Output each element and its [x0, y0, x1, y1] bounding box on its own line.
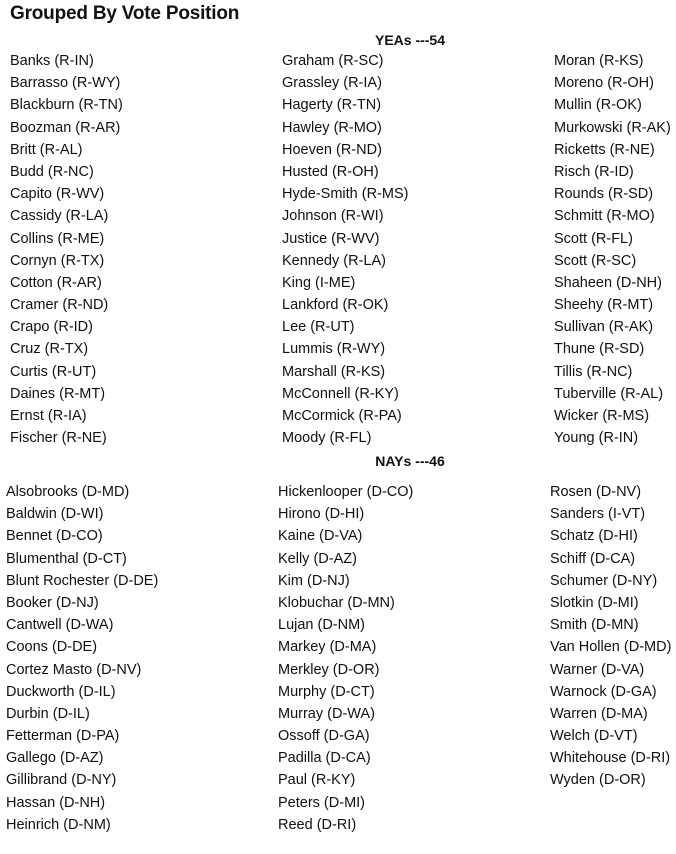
- yeas-column-2: [282, 50, 408, 449]
- senator-list-item: Blackburn (R-TN): [10, 97, 123, 114]
- senator-list-item: Van Hollen (D-MD): [550, 639, 672, 656]
- senator-list-item: Johnson (R-WI): [282, 208, 384, 225]
- senator-list-item: Cornyn (R-TX): [10, 252, 105, 269]
- senator-list-item: Hoeven (R-ND): [282, 141, 382, 158]
- nays-column-1: [6, 481, 158, 836]
- senator-list-item: Warnock (D-GA): [550, 683, 657, 700]
- senator-list-item: Murkowski (R-AK): [554, 119, 671, 136]
- senator-list-item: Sullivan (R-AK): [554, 319, 654, 336]
- senator-list-item: Scott (R-SC): [554, 252, 637, 269]
- senator-list-item: Kennedy (R-LA): [282, 252, 386, 269]
- senator-list-item: Coons (D-DE): [6, 639, 98, 656]
- senator-list-item: Paul (R-KY): [278, 772, 356, 789]
- senator-list-item: Britt (R-AL): [10, 141, 83, 158]
- senator-list-item: Mullin (R-OK): [554, 97, 642, 114]
- senator-list-item: Marshall (R-KS): [282, 363, 386, 380]
- senator-list-item: Sanders (I-VT): [550, 506, 646, 523]
- senator-list-item: Daines (R-MT): [10, 385, 106, 402]
- senator-list-item: Young (R-IN): [554, 430, 639, 447]
- senator-list-item: Collins (R-ME): [10, 230, 105, 247]
- senator-list-item: Gillibrand (D-NY): [6, 772, 117, 789]
- senator-list-item: Peters (D-MI): [278, 794, 365, 811]
- senator-list-item: Ricketts (R-NE): [554, 141, 655, 158]
- senator-list-item: Markey (D-MA): [278, 639, 377, 656]
- senator-list-item: Cantwell (D-WA): [6, 617, 114, 634]
- senator-list-item: Banks (R-IN): [10, 53, 94, 69]
- yeas-heading: YEAs ---54: [374, 32, 446, 48]
- senator-list-item: Hawley (R-MO): [282, 119, 382, 136]
- senator-list-item: Kaine (D-VA): [278, 528, 363, 545]
- senator-list-item: Budd (R-NC): [10, 163, 94, 180]
- senator-list-item: Kim (D-NJ): [278, 572, 350, 589]
- senator-list-item: Sheehy (R-MT): [554, 297, 654, 314]
- senator-list-item: Whitehouse (D-RI): [550, 750, 671, 767]
- senator-list-item: Ossoff (D-GA): [278, 728, 370, 745]
- senator-list-item: Fetterman (D-PA): [6, 728, 120, 745]
- senator-list-item: Klobuchar (D-MN): [278, 594, 395, 611]
- senator-list-item: Warren (D-MA): [550, 705, 648, 722]
- senator-list-item: Merkley (D-OR): [278, 661, 380, 678]
- senator-list-item: Graham (R-SC): [282, 53, 384, 69]
- senator-list-item: Murray (D-WA): [278, 705, 375, 722]
- senator-list-item: Alsobrooks (D-MD): [6, 484, 130, 500]
- senator-list-item: Blumenthal (D-CT): [6, 550, 127, 567]
- senator-list-item: Hagerty (R-TN): [282, 97, 382, 114]
- senator-list-item: Curtis (R-UT): [10, 363, 97, 380]
- senator-list-item: Shaheen (D-NH): [554, 274, 662, 291]
- nays-column-2: [278, 481, 413, 836]
- senator-list-item: McCormick (R-PA): [282, 408, 402, 424]
- yeas-column-1: [10, 50, 123, 449]
- senator-list-item: Schumer (D-NY): [550, 572, 658, 589]
- senator-list-item: Scott (R-FL): [554, 230, 633, 247]
- senator-list-item: Cassidy (R-LA): [10, 208, 109, 225]
- senator-list-item: Cotton (R-AR): [10, 274, 102, 291]
- senator-list-item: Cortez Masto (D-NV): [6, 661, 142, 678]
- senator-list-item: Slotkin (D-MI): [550, 594, 639, 611]
- senator-list-item: Heinrich (D-NM): [6, 816, 111, 833]
- senator-list-item: Schiff (D-CA): [550, 550, 636, 567]
- senator-list-item: Warner (D-VA): [550, 661, 645, 678]
- senator-list-item: Wicker (R-MS): [554, 408, 650, 424]
- senator-list-item: Thune (R-SD): [554, 341, 645, 358]
- senator-list-item: Booker (D-NJ): [6, 594, 99, 611]
- senator-list-item: Lankford (R-OK): [282, 297, 389, 314]
- senator-list-item: Rosen (D-NV): [550, 484, 642, 500]
- page-title: Grouped By Vote Position: [10, 3, 240, 24]
- senator-list-item: Durbin (D-IL): [6, 705, 90, 722]
- senator-list-item: Fischer (R-NE): [10, 430, 107, 447]
- nays-column-3: [550, 481, 671, 792]
- senator-list-item: Tillis (R-NC): [554, 363, 633, 380]
- nays-heading: NAYs ---46: [375, 453, 445, 469]
- senator-list-item: Justice (R-WV): [282, 230, 380, 247]
- senator-list-item: Husted (R-OH): [282, 163, 379, 180]
- senator-list-item: King (I-ME): [282, 274, 356, 291]
- senator-list-item: Welch (D-VT): [550, 728, 638, 745]
- senator-list-item: Hirono (D-HI): [278, 506, 365, 523]
- senator-list-item: Moran (R-KS): [554, 53, 644, 69]
- senator-list-item: Barrasso (R-WY): [10, 75, 121, 92]
- senator-list-item: Bennet (D-CO): [6, 528, 103, 545]
- senator-list-item: McConnell (R-KY): [282, 385, 399, 402]
- senator-list-item: Smith (D-MN): [550, 617, 639, 634]
- senator-list-item: Grassley (R-IA): [282, 75, 382, 92]
- senator-list-item: Wyden (D-OR): [550, 772, 646, 789]
- senator-list-item: Moreno (R-OH): [554, 75, 654, 92]
- senator-list-item: Lummis (R-WY): [282, 341, 386, 358]
- senator-list-item: Murphy (D-CT): [278, 683, 375, 700]
- senator-list-item: Crapo (R-ID): [10, 319, 93, 336]
- senator-list-item: Moody (R-FL): [282, 430, 372, 447]
- senator-list-item: Ernst (R-IA): [10, 408, 87, 424]
- senator-list-item: Rounds (R-SD): [554, 186, 654, 203]
- senator-list-item: Padilla (D-CA): [278, 750, 371, 767]
- senator-list-item: Hassan (D-NH): [6, 794, 106, 811]
- senator-list-item: Cruz (R-TX): [10, 341, 89, 358]
- senator-list-item: Schmitt (R-MO): [554, 208, 655, 225]
- senator-list-item: Kelly (D-AZ): [278, 550, 357, 567]
- senator-list-item: Lujan (D-NM): [278, 617, 366, 634]
- yeas-column-3: [554, 50, 671, 449]
- senator-list-item: Hyde-Smith (R-MS): [282, 186, 409, 203]
- senator-list-item: Risch (R-ID): [554, 163, 634, 180]
- senator-list-item: Duckworth (D-IL): [6, 683, 116, 700]
- senator-list-item: Capito (R-WV): [10, 186, 105, 203]
- senator-list-item: Boozman (R-AR): [10, 119, 121, 136]
- senator-list-item: Gallego (D-AZ): [6, 750, 104, 767]
- senator-list-item: Reed (D-RI): [278, 816, 357, 833]
- senator-list-item: Blunt Rochester (D-DE): [6, 572, 159, 589]
- senator-list-item: Tuberville (R-AL): [554, 385, 664, 402]
- senator-list-item: Cramer (R-ND): [10, 297, 109, 314]
- senator-list-item: Hickenlooper (D-CO): [278, 484, 414, 500]
- senator-list-item: Schatz (D-HI): [550, 528, 638, 545]
- senator-list-item: Baldwin (D-WI): [6, 506, 104, 523]
- senator-list-item: Lee (R-UT): [282, 319, 355, 336]
